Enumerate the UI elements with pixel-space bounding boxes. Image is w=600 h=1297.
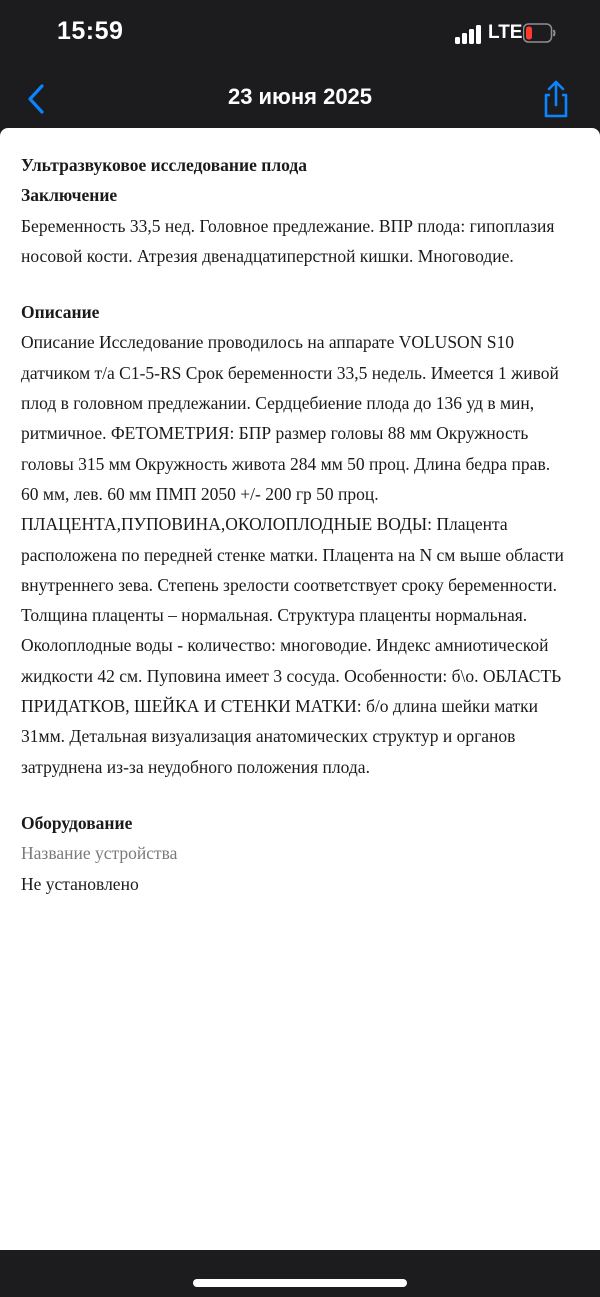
status-bar	[0, 0, 600, 70]
description-heading: Описание	[21, 302, 100, 323]
device-label: Название устройства	[21, 843, 178, 864]
conclusion-heading: Заключение	[21, 185, 118, 206]
share-button[interactable]	[536, 78, 576, 120]
battery-icon	[523, 23, 556, 43]
study-title: Ультразвуковое исследование плода	[21, 155, 307, 175]
navigation-bar	[0, 70, 600, 128]
status-time: 15:59	[57, 17, 124, 45]
document-view	[0, 128, 600, 1250]
signal-strength-icon	[455, 24, 483, 44]
equipment-heading: Оборудование	[21, 812, 133, 833]
document-content	[21, 150, 569, 899]
page-title: 23 июня 2025	[227, 84, 373, 109]
device-value: Не установлено	[21, 873, 139, 894]
description-text: Описание Исследование проводилось на аппарате VOLUSON S10 датчиком т/а C1-5-RS Срок беременности 33,5 недель. Имеется 1 живой плод в головном предлежании. Сердцебиение плода до 136 уд в мин, ритмичное. ФЕТОМЕТРИЯ: БПР размер головы 88 мм Окружность головы 315 мм Окружность живота 284 мм 50 проц. Длина бедра прав. 60 мм, лев. 60 мм ПМП 2050 +/- 200 гр 50 проц. ПЛАЦЕНТА,ПУПОВИНА,ОКОЛОПЛОДНЫЕ ВОДЫ: Плацента расположена по передней стенке матки. Плацента на N см выше области внутреннего зева. Степень зрелости соответствует сроку беременности. Толщина плаценты – нормальная. Структура плаценты нормальная. Околоплодные воды - количество: многоводие. Индекс амниотической жидкости 42 см. Пуповина имеет 3 сосуда. Особенности: б\о. ОБЛАСТЬ ПРИДАТКОВ, ШЕЙКА И СТЕНКИ МАТКИ: б/о длина шейки матки 31мм. Детальная визуализация анатомических структур и органов затруднена из-за неудобного положения плода.	[21, 332, 564, 777]
network-type: LTE	[488, 22, 523, 43]
share-icon	[536, 78, 576, 120]
conclusion-text: Беременность 33,5 нед. Головное предлежание. ВПР плода: гипоплазия носовой кости. Атрезия двенадцатиперстной кишки. Многоводие.	[21, 215, 555, 266]
home-indicator[interactable]	[193, 1279, 407, 1287]
